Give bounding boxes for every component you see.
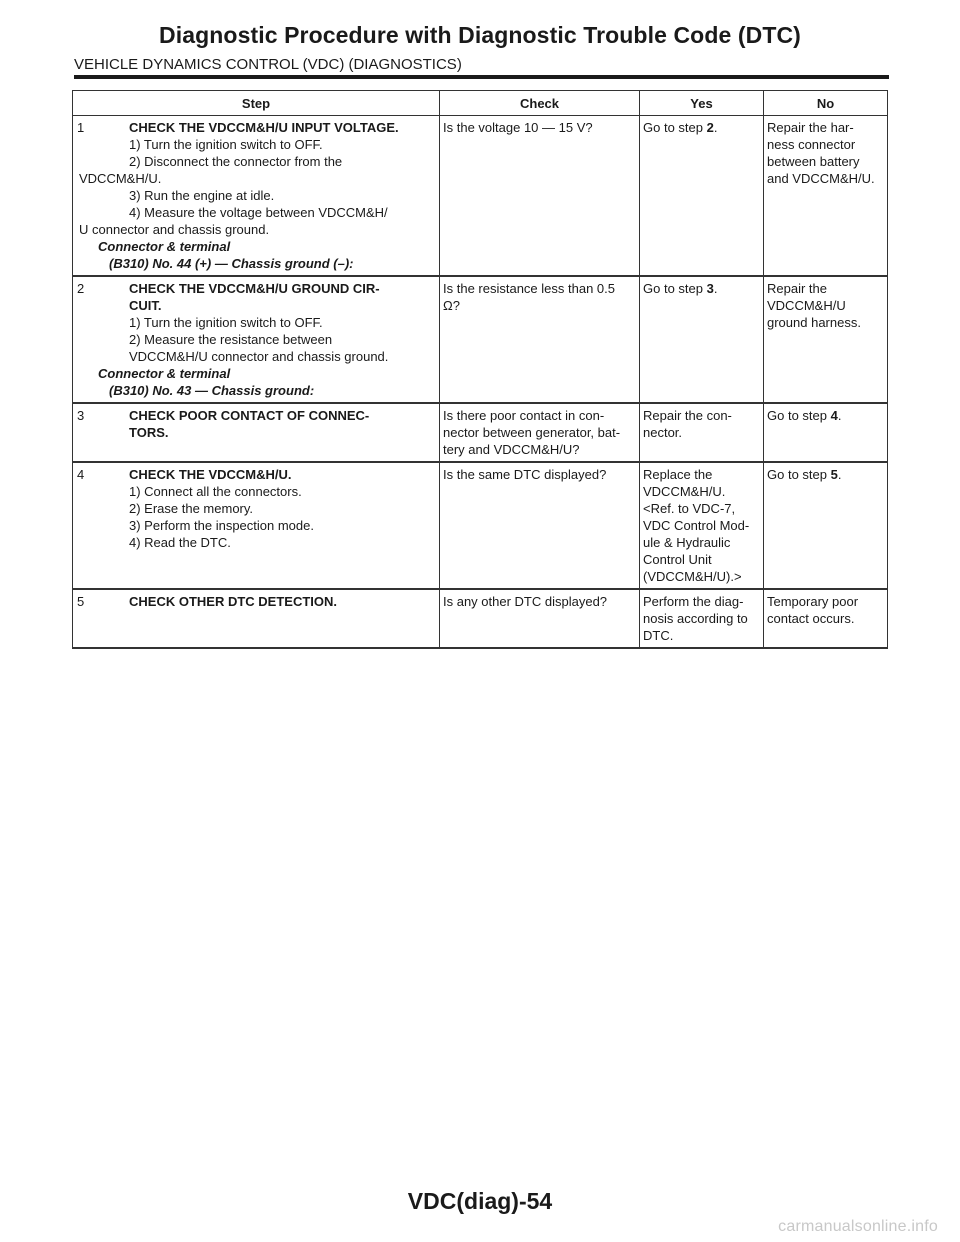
- yes-text: VDCCM&H/U.: [643, 484, 726, 499]
- check-cell: [440, 462, 640, 589]
- step-instruction: 1) Turn the ignition switch to OFF.: [129, 315, 323, 330]
- check-cell: [440, 589, 640, 648]
- header-rule: [74, 75, 889, 79]
- check-text: Is the voltage 10 — 15 V?: [443, 120, 593, 135]
- column-header-no: No: [764, 91, 888, 116]
- step-instruction: VDCCM&H/U.: [79, 171, 162, 186]
- yes-text-suffix: .: [713, 120, 718, 135]
- no-text-suffix: .: [837, 467, 842, 482]
- check-cell: [440, 276, 640, 403]
- no-text: and VDCCM&H/U.: [767, 171, 875, 186]
- diagnostic-procedure-table: [72, 90, 888, 649]
- step-cell: [73, 403, 440, 462]
- yes-cell: [640, 462, 764, 589]
- step-instruction: 1) Connect all the connectors.: [129, 484, 302, 499]
- no-text: Repair the: [767, 281, 827, 296]
- yes-text: Replace the: [643, 467, 713, 482]
- step-instruction: 3) Run the engine at idle.: [129, 188, 275, 203]
- step-cell: [73, 116, 440, 277]
- no-text: between battery: [767, 154, 860, 169]
- no-text-suffix: .: [837, 408, 842, 423]
- check-text: Ω?: [443, 298, 460, 313]
- step-cell: [73, 462, 440, 589]
- check-text: nector between generator, bat-: [443, 425, 621, 440]
- step-heading: CHECK POOR CONTACT OF CONNEC-: [129, 408, 370, 423]
- table-row: [73, 276, 888, 403]
- step-instruction: 2) Disconnect the connector from the: [129, 154, 343, 169]
- step-heading: CHECK THE VDCCM&H/U GROUND CIR-: [129, 281, 380, 296]
- step-heading: CHECK THE VDCCM&H/U.: [129, 467, 292, 482]
- yes-cell: [640, 403, 764, 462]
- table-row: [73, 462, 888, 589]
- step-number: 3: [77, 408, 85, 423]
- watermark: carmanualsonline.info: [778, 1218, 938, 1235]
- step-heading: TORS.: [129, 425, 169, 440]
- yes-text: nector.: [643, 425, 683, 440]
- yes-text-suffix: .: [713, 281, 718, 296]
- yes-text: nosis according to: [643, 611, 748, 626]
- step-instruction: 1) Turn the ignition switch to OFF.: [129, 137, 323, 152]
- yes-step-ref: 2: [706, 120, 714, 135]
- check-text: Is the same DTC displayed?: [443, 467, 607, 482]
- column-header-yes: Yes: [640, 91, 764, 116]
- reference-link[interactable]: Control Unit: [643, 552, 712, 567]
- check-cell: [440, 403, 640, 462]
- yes-text: Perform the diag-: [643, 594, 744, 609]
- yes-text: Repair the con-: [643, 408, 732, 423]
- no-text: Go to step: [767, 467, 831, 482]
- step-heading: CHECK OTHER DTC DETECTION.: [129, 594, 337, 609]
- no-step-ref: 5: [830, 467, 838, 482]
- column-header-step: Step: [73, 91, 440, 116]
- page-title: Diagnostic Procedure with Diagnostic Trouble Code (DTC): [159, 22, 801, 48]
- step-number: 1: [77, 120, 85, 135]
- no-text: Temporary poor: [767, 594, 859, 609]
- reference-link[interactable]: VDC Control Mod-: [643, 518, 750, 533]
- no-text: VDCCM&H/U: [767, 298, 846, 313]
- check-text: Is any other DTC displayed?: [443, 594, 608, 609]
- connector-value: (B310) No. 43 — Chassis ground:: [109, 383, 315, 398]
- yes-step-ref: 3: [706, 281, 714, 296]
- step-instruction: 2) Measure the resistance between: [129, 332, 333, 347]
- reference-link[interactable]: (VDCCM&H/U).>: [643, 569, 742, 584]
- step-cell: [73, 276, 440, 403]
- reference-link[interactable]: <Ref. to VDC-7,: [643, 501, 736, 516]
- no-cell: [764, 589, 888, 648]
- table-header-row: [73, 91, 888, 116]
- no-cell: [764, 462, 888, 589]
- check-text: tery and VDCCM&H/U?: [443, 442, 580, 457]
- connector-label: Connector & terminal: [98, 366, 231, 381]
- no-text: Go to step: [767, 408, 831, 423]
- no-cell: [764, 403, 888, 462]
- step-number: 2: [77, 281, 85, 296]
- connector-label: Connector & terminal: [98, 239, 231, 254]
- section-title: VEHICLE DYNAMICS CONTROL (VDC) (DIAGNOSTICS): [74, 56, 462, 73]
- step-instruction: VDCCM&H/U connector and chassis ground.: [129, 349, 389, 364]
- yes-text: DTC.: [643, 628, 674, 643]
- step-instruction: U connector and chassis ground.: [79, 222, 270, 237]
- step-instruction: 4) Read the DTC.: [129, 535, 231, 550]
- yes-text: Go to step: [643, 281, 707, 296]
- no-text: ness connector: [767, 137, 856, 152]
- step-number: 5: [77, 594, 85, 609]
- no-cell: [764, 116, 888, 277]
- check-text: Is there poor contact in con-: [443, 408, 605, 423]
- check-cell: [440, 116, 640, 277]
- step-cell: [73, 589, 440, 648]
- yes-cell: [640, 116, 764, 277]
- step-instruction: 3) Perform the inspection mode.: [129, 518, 314, 533]
- step-heading: CHECK THE VDCCM&H/U INPUT VOLTAGE.: [129, 120, 399, 135]
- step-instruction: 2) Erase the memory.: [129, 501, 254, 516]
- no-cell: [764, 276, 888, 403]
- step-number: 4: [77, 467, 85, 482]
- reference-link[interactable]: ule & Hydraulic: [643, 535, 731, 550]
- column-header-check: Check: [440, 91, 640, 116]
- yes-text: Go to step: [643, 120, 707, 135]
- table-row: [73, 403, 888, 462]
- no-text: Repair the har-: [767, 120, 854, 135]
- page-number: VDC(diag)-54: [407, 1188, 553, 1214]
- step-instruction: 4) Measure the voltage between VDCCM&H/: [129, 205, 388, 220]
- no-text: contact occurs.: [767, 611, 855, 626]
- yes-cell: [640, 589, 764, 648]
- check-text: Is the resistance less than 0.5: [443, 281, 615, 296]
- yes-cell: [640, 276, 764, 403]
- table-row: [73, 589, 888, 648]
- no-text: ground harness.: [767, 315, 861, 330]
- table-row: [73, 116, 888, 277]
- connector-value: (B310) No. 44 (+) — Chassis ground (–):: [109, 256, 354, 271]
- step-heading: CUIT.: [129, 298, 162, 313]
- no-step-ref: 4: [830, 408, 838, 423]
